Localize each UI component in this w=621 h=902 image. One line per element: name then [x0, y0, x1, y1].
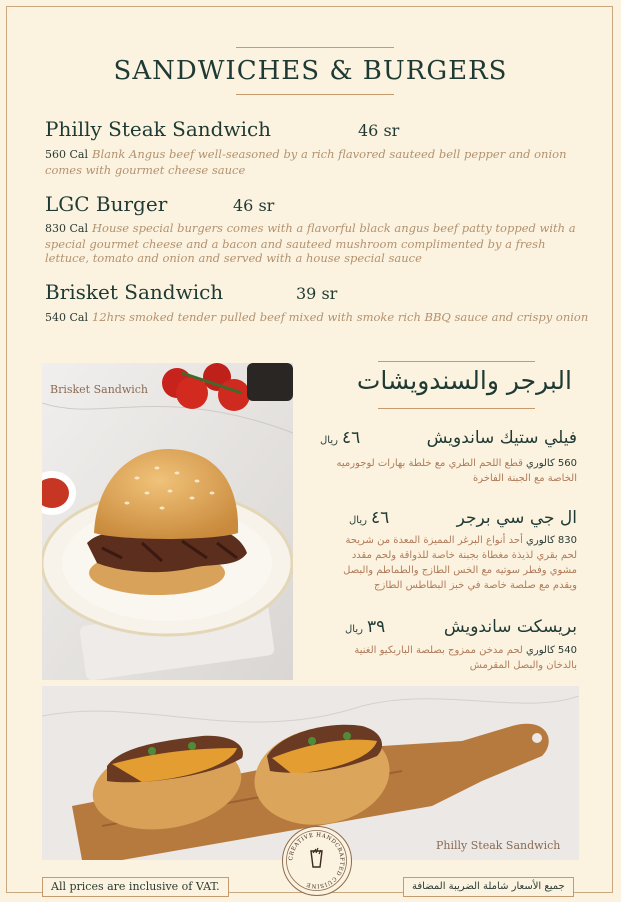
item-desc-lgc — [45, 221, 593, 266]
item-cal-lgc: 830 Cal — [45, 222, 88, 235]
item-desc-text: Blank Angus beef well-seasoned by a rich flavored sauteed bell pepper and onion comes with gourmet cheese sauce — [45, 147, 567, 177]
ar-price-value: ٣٩ — [366, 617, 386, 637]
vat-note-en: All prices are inclusive of VAT. — [42, 877, 229, 897]
item-desc-philly — [45, 147, 593, 177]
ar-item-cal: 830 كالوري — [526, 535, 577, 546]
item-desc-text: House special burgers comes with a flavorful black angus beef patty topped with a special gourmet cheese and a bacon and sauteed mushroom complimented by a fresh lettuce, tomato and onion and served with a house special sauce — [45, 221, 576, 265]
item-desc-text: 12hrs smoked tender pulled beef mixed with smoke rich BBQ sauce and crispy onion — [92, 310, 589, 324]
ar-currency: ريال — [349, 515, 367, 526]
ar-title-rule-bottom — [378, 408, 535, 409]
item-price-philly: 46 sr — [358, 121, 400, 140]
ar-item-desc-lgc — [327, 533, 577, 593]
ar-page-title: البرجر والسندويشات — [356, 366, 572, 395]
ar-item-cal: 540 كالوري — [526, 645, 577, 656]
philly-photo-label: Philly Steak Sandwich — [436, 839, 561, 852]
ar-price-value: ٤٦ — [341, 428, 361, 448]
ar-item-desc-philly — [327, 456, 577, 486]
item-name-brisket: Brisket Sandwich — [45, 280, 224, 304]
ar-item-price-lgc — [349, 508, 389, 528]
ar-item-name-lgc: ال جي سي برجر — [456, 508, 577, 528]
ar-desc-text: لحم مدخن ممزوج بصلصة الباربكيو الغنية بالدخان والبصل المقرمش — [354, 645, 577, 671]
ar-item-name-philly: فيلي ستيك ساندويش — [426, 428, 577, 448]
item-name-lgc: LGC Burger — [45, 192, 168, 216]
svg-text:CREATIVE HANDCRAFTED CUISINE: CREATIVE HANDCRAFTED CUISINE — [288, 832, 345, 889]
ar-item-cal: 560 كالوري — [526, 458, 577, 469]
ar-currency: ريال — [320, 435, 338, 446]
vat-note-ar: جميع الأسعار شاملة الضريبة المضافة — [403, 877, 574, 897]
item-price-brisket: 39 sr — [296, 284, 338, 303]
title-rule-top — [236, 47, 394, 48]
page-title: SANDWICHES & BURGERS — [113, 56, 508, 86]
brisket-photo-label: Brisket Sandwich — [50, 383, 148, 396]
ar-title-rule-top — [378, 361, 535, 362]
item-name-philly: Philly Steak Sandwich — [45, 117, 272, 141]
burger-illustration — [42, 363, 293, 680]
item-price-lgc: 46 sr — [233, 196, 275, 215]
ar-currency: ريال — [345, 624, 363, 635]
brisket-photo — [42, 363, 293, 680]
ar-item-price-philly — [320, 428, 360, 448]
ar-item-name-brisket: بريسكت ساندويش — [443, 617, 577, 637]
seal-icon — [283, 827, 350, 894]
ar-item-desc-brisket — [327, 643, 577, 673]
item-cal-philly: 560 Cal — [45, 148, 88, 161]
title-rule-bottom — [236, 94, 394, 95]
ar-desc-text: قطع اللحم الطري مع خلطة بهارات لوجورميه الخاصة مع الجبنة الفاخرة — [336, 458, 577, 484]
ar-price-value: ٤٦ — [370, 508, 390, 528]
item-desc-brisket — [45, 310, 593, 326]
ar-item-price-brisket — [345, 617, 385, 637]
item-cal-brisket: 540 Cal — [45, 311, 88, 324]
ar-desc-text: أحد أنواع البرغر المميزة المعدة من شريحة لحم بقري لذيذة مغطاة بجبنة خاصة للذواقة ولحم مقدد مشوي وفطر سوتيه مع الخس الطازج والطماطم والبصل ويقدم مع صلصة خاصة في خبز البطاطس الطازج — [343, 535, 577, 591]
handcrafted-seal-logo — [282, 826, 352, 896]
